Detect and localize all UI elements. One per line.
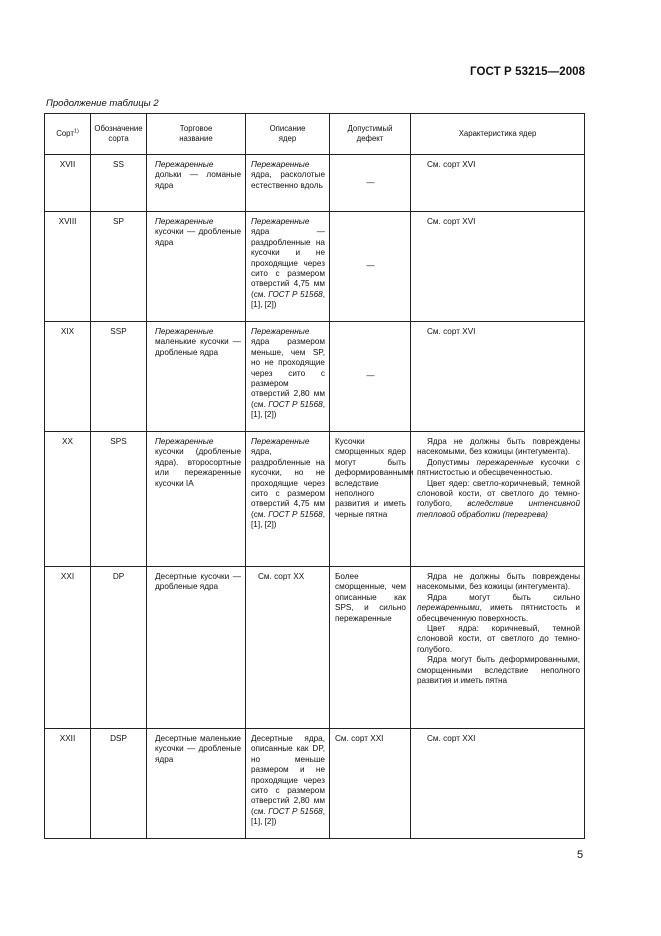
kernel-grades-table: [44, 113, 585, 839]
cell-sort: XX: [45, 432, 91, 567]
table-row: [45, 212, 585, 322]
cell-description: См. сорт XX: [246, 567, 330, 729]
cell-description: Пережаренные ядра размером меньше, чем SP, но не проходящие через сито с размером отверстий 2,80 мм (см. ГОСТ Р 51568, [1], [2]): [246, 322, 330, 432]
cell-description: Десертные ядра, описанные как DP, но меньше размером и не проходящие через сито с размером отверстий 2,80 мм (см. ГОСТ Р 51568, [1], [2]): [246, 729, 330, 839]
cell-defect: —: [330, 155, 411, 212]
cell-trade-name: Десертные маленькие кусочки — дробленые ядра: [147, 729, 246, 839]
cell-code: SP: [91, 212, 147, 322]
cell-trade-name: Пережаренные маленькие кусочки — дробленые ядра: [147, 322, 246, 432]
header-trade-name: Торговое название: [147, 114, 246, 155]
cell-trade-name: Десертные кусочки — дробленые ядра: [147, 567, 246, 729]
table-caption: Продолжение таблицы 2: [46, 98, 159, 109]
cell-defect: См. сорт XXI: [330, 729, 411, 839]
cell-code: DSP: [91, 729, 147, 839]
header-sort: Сорт$^{1)}$: [45, 114, 91, 155]
cell-code: SS: [91, 155, 147, 212]
cell-characteristic: Ядра не должны быть повреждены насекомыми, без кожицы (интегумента). Ядра могут быть сильно пережаренными, иметь пятнистость и обесцвеченную поверхность. Цвет ядра: коричневый, темной слоновой кости, от светлого до темно-голубого. Ядра могут быть деформированными, сморщенными вследствие неполного развития и иметь пятна: [411, 567, 585, 729]
cell-description: Пережаренные ядра, расколотые естественно вдоль: [246, 155, 330, 212]
cell-characteristic: См. сорт XVI: [411, 322, 585, 432]
cell-sort: XVIII: [45, 212, 91, 322]
cell-code: DP: [91, 567, 147, 729]
table-row: [45, 432, 585, 567]
cell-characteristic: Ядра не должны быть повреждены насекомыми, без кожицы (интегумента). Допустимы пережаренные кусочки с пятнистостью и обесцвеченностью. Цвет ядер: светло-коричневый, темной слоновой кости, от светлого до темно-голубого, вследствие интенсивной тепловой обработки (перегрева): [411, 432, 585, 567]
cell-defect: Кусочки сморщенных ядер могут быть деформированными вследствие неполного развития и иметь черные пятна: [330, 432, 411, 567]
cell-defect: —: [330, 212, 411, 322]
cell-code: SSP: [91, 322, 147, 432]
table-row: [45, 729, 585, 839]
cell-defect: Более сморщенные, чем описанные как SPS, и сильно пережаренные: [330, 567, 411, 729]
header-defect: Допустимый дефект: [330, 114, 411, 155]
cell-sort: XXII: [45, 729, 91, 839]
cell-characteristic: См. сорт XVI: [411, 212, 585, 322]
header-description: Описание ядер: [246, 114, 330, 155]
cell-description: Пережаренные ядра — раздробленные на кусочки и не проходящие через сито с размером отверстий 4,75 мм (см. ГОСТ Р 51568, [1], [2]): [246, 212, 330, 322]
table-row: [45, 567, 585, 729]
cell-description: Пережаренные ядра, раздробленные на кусочки, но не проходящие через сито с размером отверстий 4,75 мм (см. ГОСТ Р 51568, [1], [2]): [246, 432, 330, 567]
page-number: 5: [577, 849, 584, 861]
table-row: [45, 155, 585, 212]
cell-characteristic: См. сорт XVI: [411, 155, 585, 212]
cell-defect: —: [330, 322, 411, 432]
header-characteristic: Характеристика ядер: [411, 114, 585, 155]
cell-trade-name: Пережаренные дольки — ломаные ядра: [147, 155, 246, 212]
cell-trade-name: Пережаренные кусочки — дробленые ядра: [147, 212, 246, 322]
cell-trade-name: Пережаренные кусочки (дробленые ядра). второсортные или пережаренные кусочки IA: [147, 432, 246, 567]
header-designation: Обозначение сорта: [91, 114, 147, 155]
cell-sort: XXI: [45, 567, 91, 729]
document-header: ГОСТ Р 53215—2008: [470, 66, 586, 78]
cell-code: SPS: [91, 432, 147, 567]
cell-sort: XIX: [45, 322, 91, 432]
cell-characteristic: См. сорт XXI: [411, 729, 585, 839]
cell-sort: XVII: [45, 155, 91, 212]
table-header-row: [45, 114, 585, 155]
table-row: [45, 322, 585, 432]
